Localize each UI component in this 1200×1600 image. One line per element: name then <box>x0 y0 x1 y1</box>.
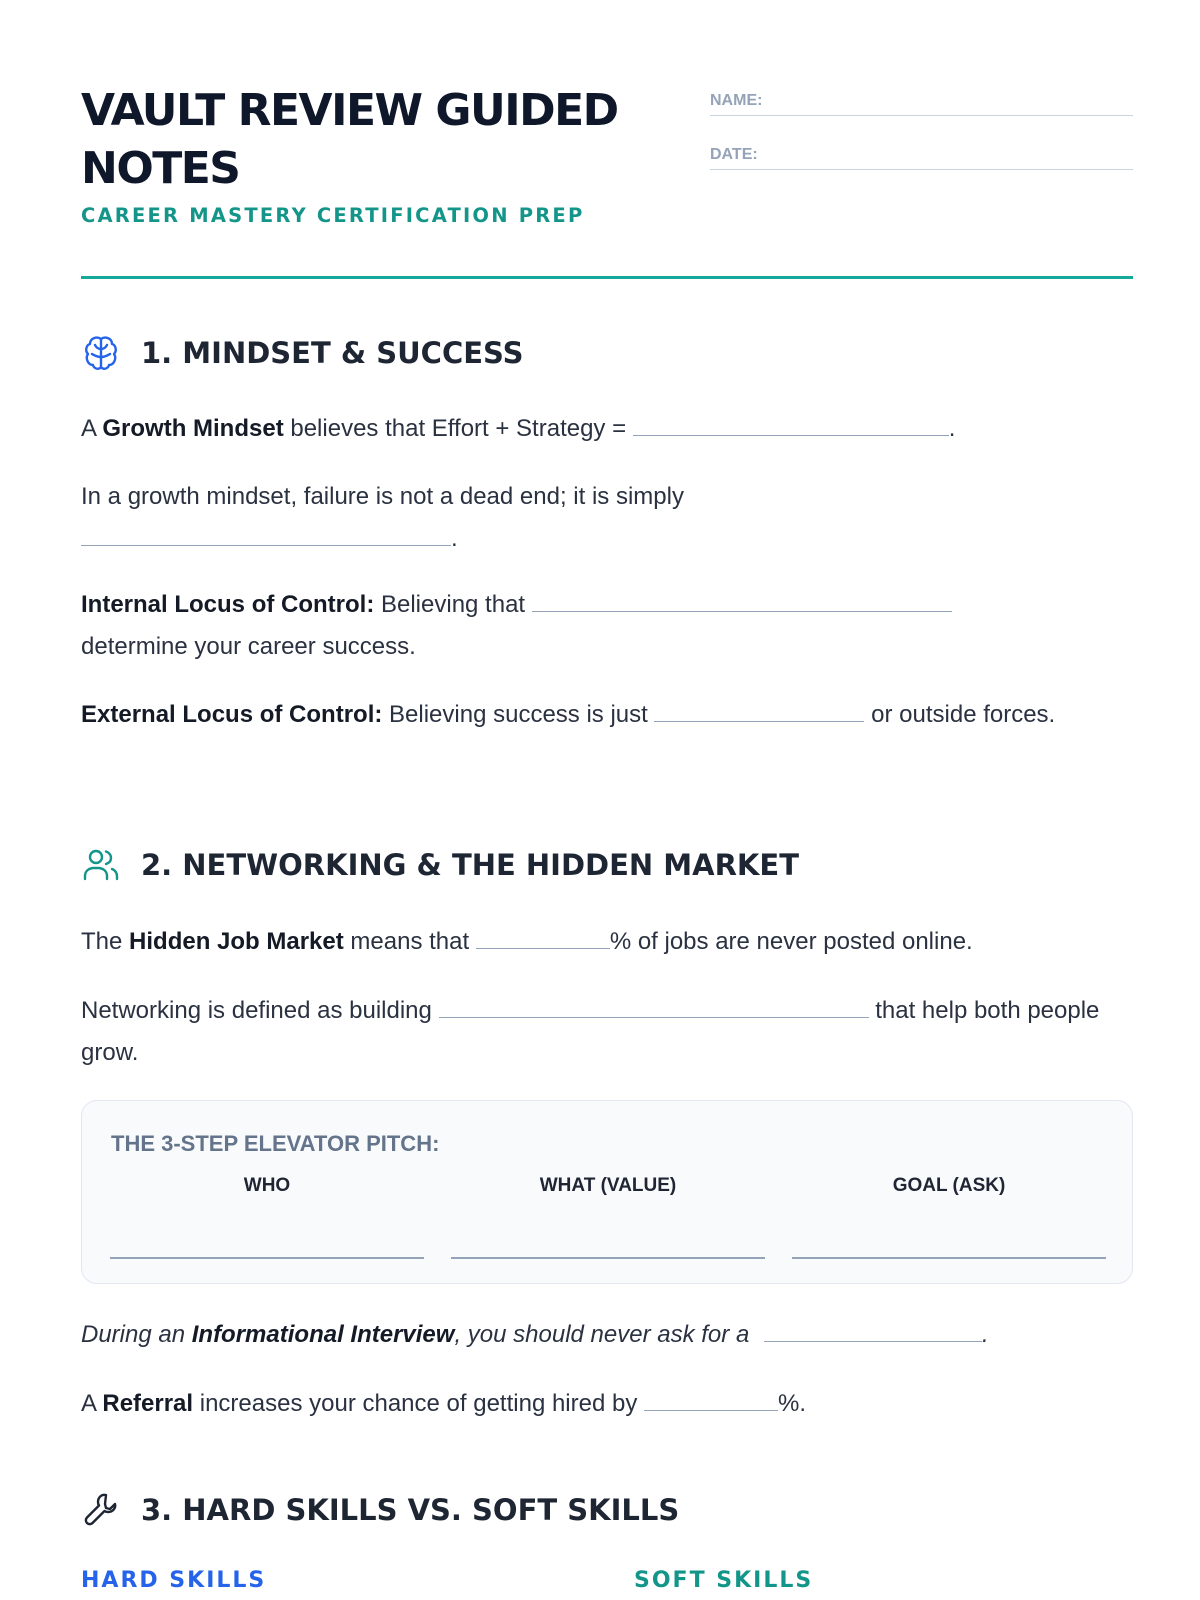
section-title-networking <box>81 845 799 885</box>
answer-blank[interactable] <box>654 700 864 722</box>
networking-question-4: A Referral increases your chance of getting hired by %. <box>81 1390 807 1417</box>
wrench-icon <box>81 1490 121 1530</box>
date-field[interactable] <box>710 140 1133 170</box>
networking-question-2: Networking is defined as building that help both people grow. <box>81 997 1100 1066</box>
worksheet-header <box>81 82 1133 227</box>
pitch-column-what <box>451 1175 765 1197</box>
name-label: NAME: <box>710 92 763 109</box>
section-title-text: 3. HARD SKILLS VS. SOFT SKILLS <box>141 1493 680 1527</box>
page-title: VAULT REVIEW GUIDED NOTES <box>81 85 618 194</box>
section-title-mindset <box>81 333 524 373</box>
answer-blank[interactable] <box>439 996 869 1018</box>
pitch-column-label: WHAT (VALUE) <box>539 1175 677 1196</box>
pitch-answer-line[interactable] <box>110 1257 424 1259</box>
pitch-answer-line[interactable] <box>451 1257 765 1259</box>
section-title-text: 2. NETWORKING & THE HIDDEN MARKET <box>141 848 799 882</box>
brain-icon <box>81 333 121 373</box>
pitch-column-label: GOAL (ASK) <box>892 1175 1006 1196</box>
pitch-answer-line[interactable] <box>792 1257 1106 1259</box>
meta-fields <box>710 86 1133 194</box>
answer-blank[interactable] <box>644 1389 778 1411</box>
mindset-question-3: Internal Locus of Control: Believing that determine your career success. <box>81 584 1133 668</box>
mindset-question-2: In a growth mindset, failure is not a dead end; it is simply . <box>81 483 684 552</box>
name-field[interactable] <box>710 86 1133 116</box>
header-divider <box>81 276 1133 279</box>
mindset-question-4: External Locus of Control: Believing success is just or outside forces. <box>81 701 1056 728</box>
section-title-skills <box>81 1490 679 1530</box>
soft-skills-heading: SOFT SKILLS <box>634 1568 814 1593</box>
elevator-pitch-box <box>81 1100 1133 1284</box>
pitch-column-who <box>110 1175 424 1197</box>
date-label: DATE: <box>710 146 758 163</box>
answer-blank[interactable] <box>81 524 451 546</box>
networking-question-3: During an Informational Interview, you should never ask for a . <box>81 1321 989 1348</box>
pitch-title: THE 3-STEP ELEVATOR PITCH: <box>111 1131 440 1156</box>
answer-blank[interactable] <box>532 590 952 612</box>
pitch-column-goal <box>792 1175 1106 1197</box>
networking-question-1: The Hidden Job Market means that % of jobs are never posted online. <box>81 928 973 955</box>
users-icon <box>81 845 121 885</box>
hard-skills-heading: HARD SKILLS <box>81 1568 267 1593</box>
page-subtitle: CAREER MASTERY CERTIFICATION PREP <box>81 204 585 227</box>
answer-blank[interactable] <box>764 1320 982 1342</box>
section-title-text: 1. MINDSET & SUCCESS <box>141 336 524 370</box>
mindset-question-1: A Growth Mindset believes that Effort + Strategy = . <box>81 415 956 442</box>
answer-blank[interactable] <box>476 927 610 949</box>
answer-blank[interactable] <box>633 414 949 436</box>
pitch-column-label: WHO <box>243 1175 291 1196</box>
